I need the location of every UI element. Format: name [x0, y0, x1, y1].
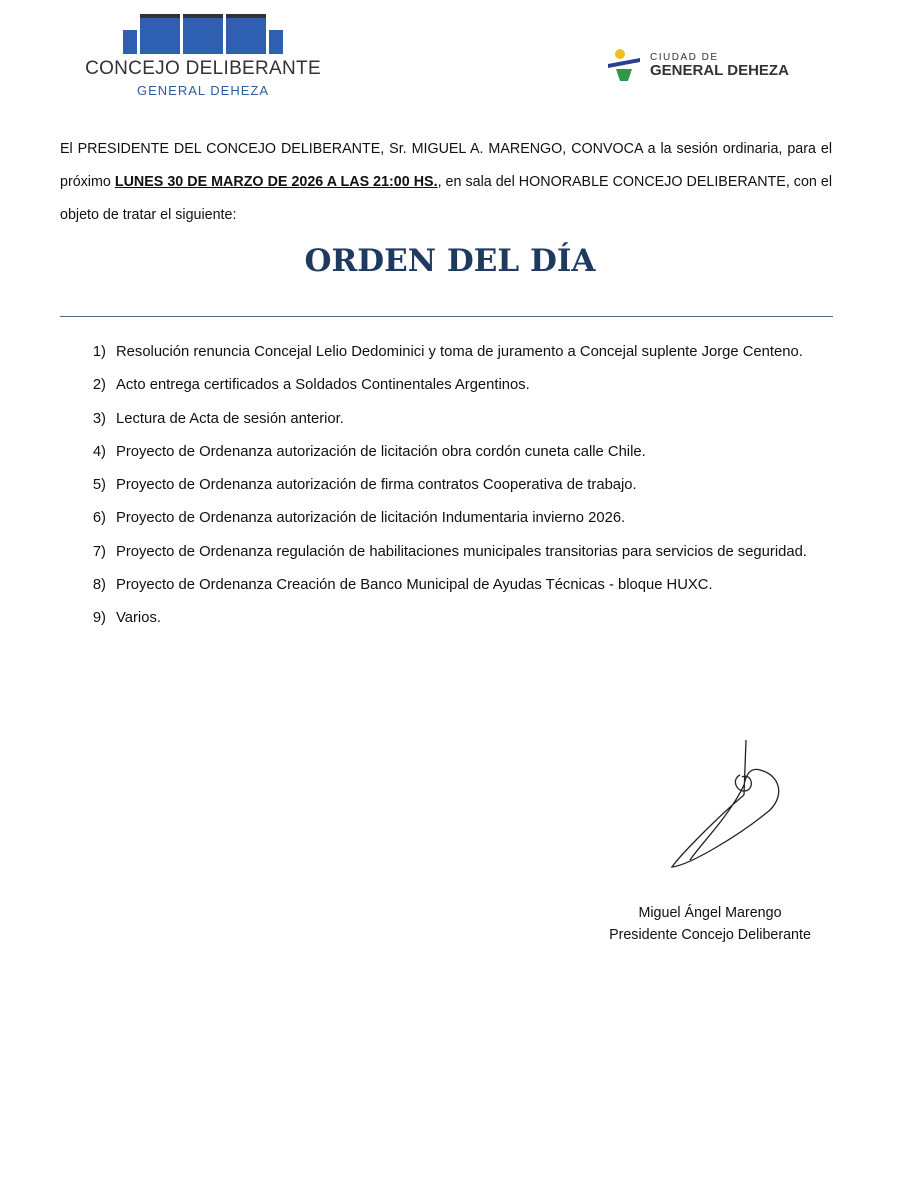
item-text: Varios. — [116, 610, 161, 627]
city-emblem-icon — [606, 48, 642, 82]
item-text: Proyecto de Ordenanza autorización de licitación obra cordón cuneta calle Chile. — [116, 443, 646, 460]
item-number: 2) — [92, 377, 106, 394]
agenda-item — [60, 369, 832, 402]
item-number: 6) — [92, 510, 106, 527]
item-number: 5) — [92, 477, 106, 494]
item-number: 3) — [92, 410, 106, 427]
agenda-item — [60, 602, 832, 635]
agenda-item — [60, 536, 832, 569]
signature — [660, 735, 790, 875]
item-number: 8) — [92, 577, 106, 594]
logo-subtitle: GENERAL DEHEZA — [137, 83, 269, 98]
signer-role: Presidente Concejo Deliberante — [609, 927, 811, 943]
item-text: Acto entrega certificados a Soldados Continentales Argentinos. — [116, 377, 530, 394]
building-icon — [78, 14, 328, 54]
logo-title: CONCEJO DELIBERANTE — [85, 58, 321, 79]
agenda-item — [60, 469, 832, 502]
item-number: 4) — [92, 443, 106, 460]
item-text: Proyecto de Ordenanza autorización de licitación Indumentaria invierno 2026. — [116, 510, 626, 527]
item-number: 9) — [92, 610, 106, 627]
agenda-item — [60, 502, 832, 535]
agenda-item — [60, 436, 832, 469]
intro-paragraph — [60, 133, 832, 232]
agenda-item — [60, 569, 832, 602]
logo-line1: CIUDAD DE — [650, 52, 719, 63]
intro-text-end: , en sala del HONORABLE CONCEJO DELIBERANTE, con el objeto de tratar el siguiente: — [60, 174, 832, 223]
logo-line2: GENERAL DEHEZA — [650, 62, 789, 79]
divider — [60, 316, 833, 317]
concejo-deliberante-logo — [78, 14, 328, 98]
item-text: Lectura de Acta de sesión anterior. — [116, 410, 344, 427]
page-title: ORDEN DEL DÍA — [304, 243, 596, 279]
item-text: Proyecto de Ordenanza Creación de Banco Municipal de Ayudas Técnicas - bloque HUXC. — [116, 577, 713, 594]
agenda-list — [60, 336, 832, 636]
intro-text: El PRESIDENTE DEL CONCEJO DELIBERANTE, Sr. MIGUEL A. MARENGO, CONVOCA a la sesión ordinaria, para el próximo — [60, 141, 832, 190]
item-text: Proyecto de Ordenanza regulación de habilitaciones municipales transitorias para servicios de seguridad. — [116, 543, 807, 560]
signer-name: Miguel Ángel Marengo — [638, 905, 782, 921]
session-date: LUNES 30 DE MARZO DE 2026 A LAS 21:00 HS. — [114, 174, 438, 190]
agenda-item — [60, 403, 832, 436]
item-number: 7) — [92, 543, 106, 560]
agenda-item — [60, 336, 832, 369]
item-text: Proyecto de Ordenanza autorización de firma contratos Cooperativa de trabajo. — [116, 477, 637, 494]
item-text: Resolución renuncia Concejal Lelio Dedominici y toma de juramento a Concejal suplente Jorge Centeno. — [116, 344, 803, 360]
ciudad-logo — [606, 48, 789, 82]
item-number: 1) — [92, 344, 106, 360]
signer-block — [560, 902, 860, 946]
